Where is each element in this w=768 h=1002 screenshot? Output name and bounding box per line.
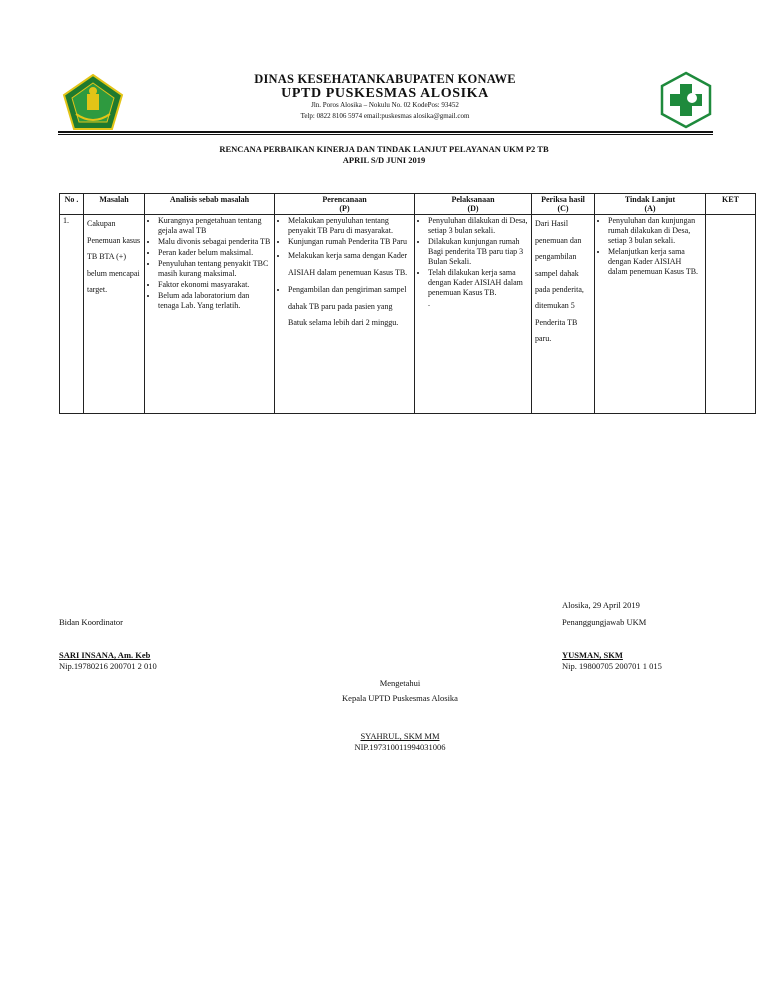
document-period: APRIL S/D JUNI 2019: [342, 155, 426, 165]
list-item: • Pengambilan dan pengiriman sampel dahak TB paru pada pasien yang Batuk selama lebih dari 2 minggu.: [288, 282, 411, 331]
header-pelaksanaan-label: Pelaksanaan: [451, 195, 495, 204]
header-tindak-label: Tindak Lanjut: [624, 195, 676, 204]
cell-periksa: Dari Hasil penemuan dan pengambilan sampel dahak pada penderita, ditemukan 5 Penderita TB paru.: [532, 215, 595, 414]
cell-tindak: [595, 215, 706, 414]
header-periksa-code: (C): [557, 204, 569, 214]
cell-pelaksanaan: [415, 215, 532, 414]
left-signer-name: SARI INSANA, Am. Keb: [59, 650, 151, 660]
cell-ket: [706, 215, 756, 414]
left-signer-nip: Nip.19780216 200701 2 010: [59, 661, 157, 671]
cell-masalah: Cakupan Penemuan kasus TB BTA (+) belum mencapai target.: [84, 215, 145, 414]
header-tindak-code: (A): [644, 204, 656, 214]
header-masalah: Masalah: [84, 194, 145, 215]
header-perencanaan: [275, 194, 415, 215]
list-item: • Kurangnya pengetahuan tentang gejala awal TB: [158, 216, 271, 236]
header-periksa-label: Periksa hasil: [541, 195, 585, 204]
right-signer-nip: Nip. 19800705 200701 1 015: [562, 661, 662, 671]
cell-no: 1.: [60, 215, 84, 414]
cell-analisis: [145, 215, 275, 414]
table-row: [60, 215, 756, 414]
pelaksanaan-tail: .: [428, 299, 430, 309]
action-plan-table: [59, 193, 756, 414]
list-item: • Penyuluhan tentang penyakit TBC masih kurang maksimal.: [158, 259, 271, 279]
header-rule-thin: [58, 134, 713, 135]
right-signer-name: YUSMAN, SKM: [562, 650, 623, 660]
header-pelaksanaan: [415, 194, 532, 215]
address-line: Jln. Poros Alosika – Nokulu No. 02 KodePos: 93452: [311, 101, 459, 109]
list-item: • Melakukan penyuluhan tentang penyakit TB Paru di masyarakat.: [288, 216, 411, 236]
header-perencanaan-code: (P): [339, 204, 350, 214]
contact-line: Telp: 0822 8106 5974 email:puskesmas alosika@gmail.com: [300, 112, 470, 120]
header-no: No .: [60, 194, 84, 215]
list-item: • Melanjutkan kerja sama dengan Kader AISIAH dalam penemuan Kasus TB.: [608, 247, 702, 277]
list-item: • Peran kader belum maksimal.: [158, 248, 271, 258]
list-item: • Melakukan kerja sama dengan Kader AISIAH dalam penemuan Kasus TB.: [288, 248, 411, 281]
header-perencanaan-label: Perencanaan: [322, 195, 367, 204]
place-date: Alosika, 29 April 2019: [562, 600, 640, 610]
agency-name: DINAS KESEHATANKABUPATEN KONAWE: [254, 72, 516, 86]
list-item: • Penyuluhan dan kunjungan rumah dilakukan di Desa, setiap 3 bulan sekali.: [608, 216, 702, 246]
header-ket: KET: [706, 194, 756, 215]
head-role: Kepala UPTD Puskesmas Alosika: [342, 693, 458, 703]
document-title: RENCANA PERBAIKAN KINERJA DAN TINDAK LANJUT PELAYANAN UKM P2 TB: [219, 144, 549, 154]
left-signer-role: Bidan Koordinator: [59, 617, 123, 627]
right-signer-role: Penanggungjawab UKM: [562, 617, 647, 627]
list-item: • Malu divonis sebagai penderita TB: [158, 237, 271, 247]
puskesmas-name: UPTD PUSKESMAS ALOSIKA: [281, 86, 489, 101]
acknowledgement-label: Mengetahui: [379, 678, 421, 688]
head-nip: NIP.197310011994031006: [354, 742, 446, 752]
cell-perencanaan: [275, 215, 415, 414]
list-item: • Dilakukan kunjungan rumah Bagi penderita TB paru tiap 3 Bulan Sekali.: [428, 237, 528, 267]
list-item: • Telah dilakukan kerja sama dengan Kader AISIAH dalam penemuan Kasus TB.: [428, 268, 528, 298]
list-item: • Faktor ekonomi masyarakat.: [158, 280, 271, 290]
list-item: • Kunjungan rumah Penderita TB Paru: [288, 237, 411, 247]
head-name: SYAHRUL, SKM MM: [360, 731, 440, 741]
list-item: • Belum ada laboratorium dan tenaga Lab. Yang terlatih.: [158, 291, 271, 311]
puskesmas-logo: [658, 70, 714, 130]
header-pelaksanaan-code: (D): [467, 204, 479, 214]
header-periksa: [532, 194, 595, 215]
header-analisis: Analisis sebab masalah: [145, 194, 275, 215]
list-item: • Penyuluhan dilakukan di Desa, setiap 3 bulan sekali.: [428, 216, 528, 236]
kabupaten-logo: [62, 74, 124, 130]
header-tindak: [595, 194, 706, 215]
header-rule-thick: [58, 131, 713, 133]
